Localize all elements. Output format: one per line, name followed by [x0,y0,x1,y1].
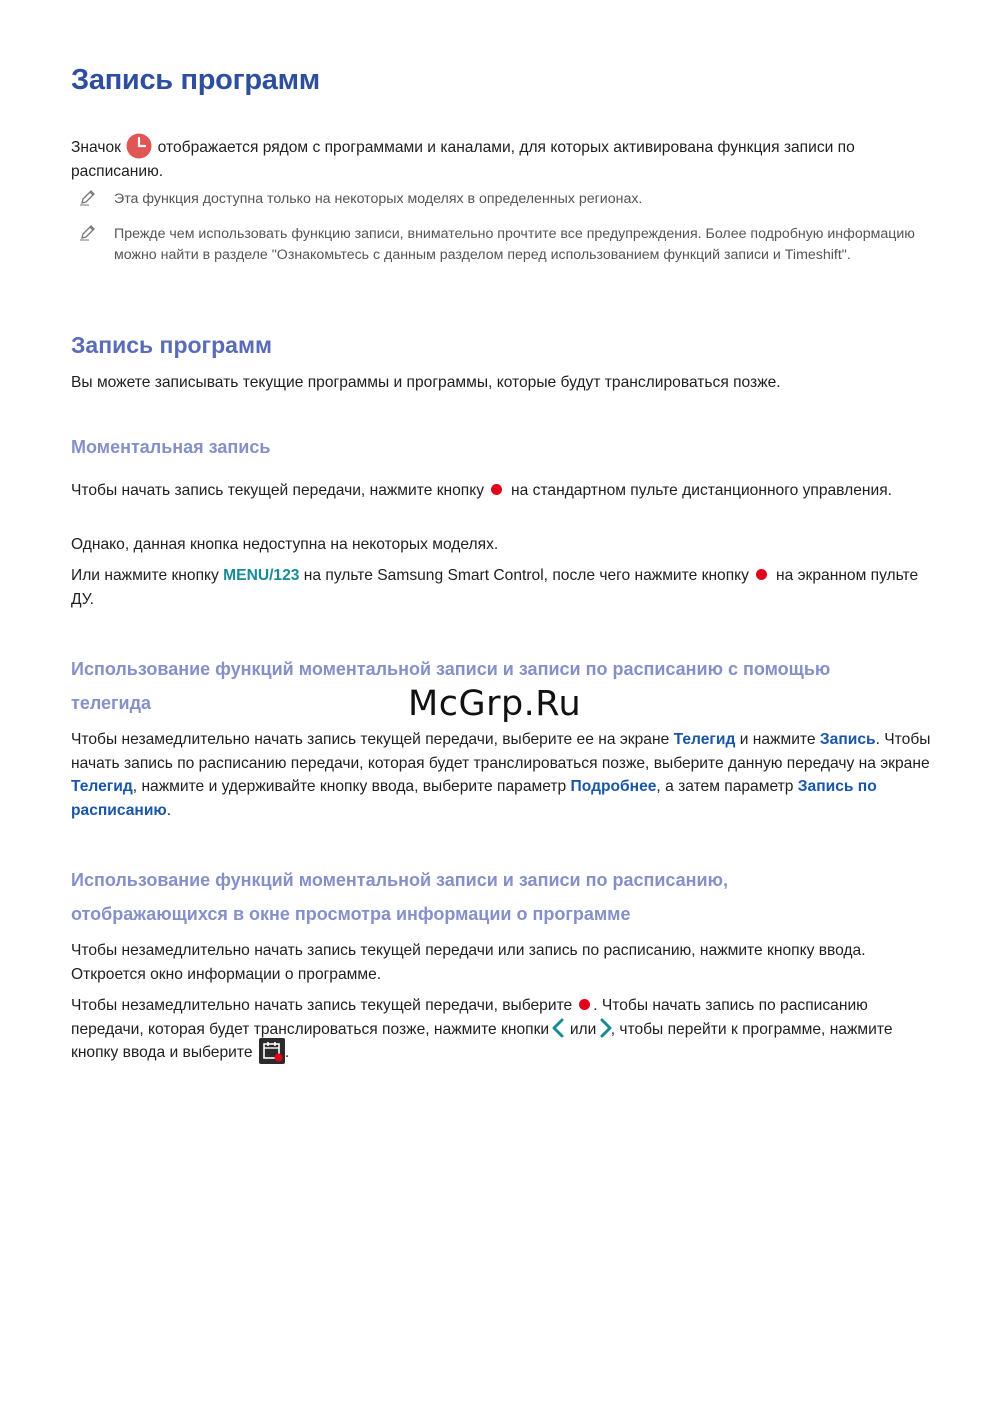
intro-paragraph [71,136,941,183]
keyword-details: Подробнее [570,778,657,795]
note-2: Прежде чем использовать функцию записи, внимательно прочтите все предупреждения. Более подробную информацию можно найти в разделе "Ознакомьтесь с данным разделом перед использованием функций записи и Timeshift". [114,226,915,263]
record-icon [491,484,502,495]
schedule-record-icon [259,1038,285,1064]
instant-paragraph-1 [71,479,941,503]
chevron-left-icon [551,1018,565,1038]
instant-p1-after: на стандартном пульте дистанционного управления. [511,482,892,499]
info-p2-c: или [569,1020,597,1038]
clock-icon [126,133,152,159]
note-1: Эта функция доступна только на некоторых моделях в определенных регионах. [114,191,643,207]
guide-text-3: . Чтобы начать запись по расписанию передачи, которая будет транслироваться позже, выберите данную передачу на экране [71,731,931,772]
instant-paragraph-3 [71,564,941,611]
info-paragraph-1: Чтобы незамедлительно начать запись текущей передачи или запись по расписанию, нажмите кнопку ввода. Откроется окно информации о программе. [71,942,866,983]
section-text: Вы можете записывать текущие программы и программы, которые будут транслироваться позже. [71,374,781,391]
pencil-icon [79,188,97,206]
guide-text-1: Чтобы незамедлительно начать запись текущей передачи, выберите ее на экране [71,731,670,748]
instant-p3-middle: на пульте Samsung Smart Control, после чего нажмите кнопку [303,567,749,584]
intro-text-before: Значок [71,139,121,156]
info-heading-line-1: Использование функций моментальной записи и записи по расписанию, [71,870,728,890]
guide-text-5: , а затем параметр [656,778,794,795]
record-icon [579,999,590,1010]
keyword-schedule-recording: Запись по расписанию [71,778,877,819]
keyword-tv-guide: Телегид [71,778,133,795]
watermark: McGrp.Ru [408,684,582,724]
instant-p3-before: Или нажмите кнопку [71,567,219,584]
section-heading: Запись программ [71,332,272,358]
record-icon [756,569,767,580]
info-p2-d: , чтобы перейти к программе, нажмите кнопку ввода и выберите [71,1020,893,1061]
intro-text-after: отображается рядом с программами и каналами, для которых активирована функция записи по расписанию. [71,139,855,180]
instant-p3-after: на экранном пульте ДУ. [71,567,919,608]
instant-paragraph-2: Однако, данная кнопка недоступна на некоторых моделях. [71,536,499,553]
pencil-icon [79,223,97,241]
guide-text-6: . [166,801,172,819]
guide-heading-line-2: телегида [71,693,152,713]
info-heading [71,863,728,931]
info-p2-e: . [284,1044,290,1061]
guide-text-2: и нажмите [739,731,816,748]
guide-paragraph [71,728,941,822]
guide-heading-line-1: Использование функций моментальной записи и записи по расписанию с помощью [71,659,831,679]
guide-text-4: , нажмите и удерживайте кнопку ввода, выберите параметр [132,778,567,795]
info-paragraph-2 [71,994,941,1065]
keyword-record: Запись [819,731,876,748]
info-p2-b: . Чтобы начать запись по расписанию передачи, которая будет транслироваться позже, нажмите кнопки [71,997,868,1038]
info-heading-line-2: отображающихся в окне просмотра информации о программе [71,904,631,924]
keyword-tv-guide: Телегид [673,731,736,748]
menu-123-keyword: MENU/123 [223,567,300,584]
instant-p1-before: Чтобы начать запись текущей передачи, нажмите кнопку [71,482,485,499]
instant-heading: Моментальная запись [71,437,271,457]
info-p2-a: Чтобы незамедлительно начать запись текущей передачи, выберите [71,997,573,1014]
page-title: Запись программ [71,64,320,96]
